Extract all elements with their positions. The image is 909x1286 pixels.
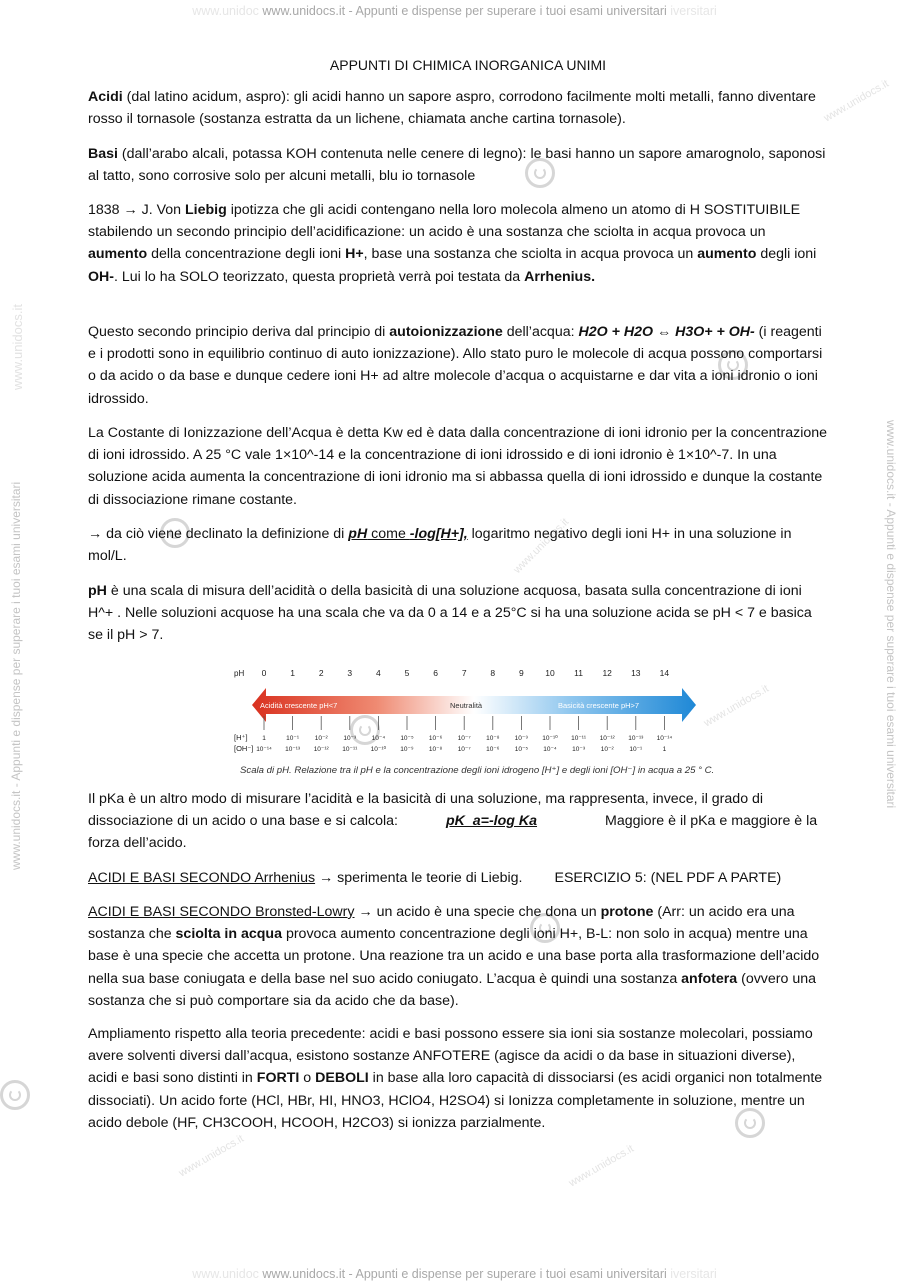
term-acidi: Acidi bbox=[88, 89, 123, 105]
h-value-label: 10⁻³ bbox=[343, 735, 357, 742]
text-run: provoca aumento concentrazione degli ioni H+, B-L: non solo in acqua) mentre una base è una specie che accetta un protone. Una reazione tra un acido e una base porta alla trasformazione dell’acido nella sua base coniugata e della base nel suo acido coniugato. L’acqua è quindi una sostanza bbox=[88, 926, 820, 987]
ph-tick-label: 8 bbox=[490, 668, 496, 678]
ph-row-label: pH bbox=[234, 669, 245, 678]
watermark-text: www.unidocs.it bbox=[566, 1142, 636, 1190]
oh-value-label: 10⁻¹³ bbox=[285, 746, 301, 753]
ph-tick-label: 13 bbox=[631, 668, 641, 678]
formula-minus-log-h: -log[H+], bbox=[409, 526, 468, 542]
text-run: o bbox=[299, 1070, 316, 1087]
ph-tick-label: 6 bbox=[433, 668, 438, 678]
text-run: (i reagenti e i prodotti sono in equilibrio continuo di auto ionizzazione). Allo stato puro le molecole di acqua possono comportarsi o da acido o da base e dunque cedere ioni H+ ad altre molecole d’acqua o acquistarne e dar vita a ioni idronio o ioni idrossido. bbox=[88, 324, 823, 407]
paragraph-ampliamento bbox=[88, 1023, 828, 1134]
h-value-label: 10⁻¹¹ bbox=[571, 735, 587, 742]
acid-label: Acidità crescente pH<7 bbox=[260, 701, 338, 710]
text-run-bold: Liebig bbox=[185, 202, 227, 218]
watermark-logo-icon bbox=[0, 1080, 30, 1110]
ph-tick-label: 12 bbox=[602, 668, 612, 678]
paragraph-text: (dal latino acidum, aspro): gli acidi hanno un sapore aspro, corrodono facilmente molti metalli, fanno diventare rosso il tornasole (sostanza estratta da un lichene, chiamata anche cartina tornasole). bbox=[88, 89, 816, 128]
ph-tick-label: 5 bbox=[404, 668, 410, 678]
paragraph-bronsted-lowry bbox=[88, 901, 828, 1012]
ph-tick-label: 0 bbox=[261, 668, 267, 678]
paragraph-ph-scale bbox=[88, 580, 828, 647]
watermark-text: www.unidocs.it bbox=[821, 77, 891, 125]
term-ph: pH bbox=[88, 583, 107, 599]
oh-value-label: 10⁻¹⁰ bbox=[370, 746, 387, 753]
text-run: 1838 → J. Von bbox=[88, 202, 186, 218]
text-run: come bbox=[367, 526, 410, 542]
paragraph-autoionizzazione bbox=[88, 321, 828, 410]
side-banner-right: www.unidocs.it - Appunti e dispense per superare i tuoi esami universitari bbox=[884, 420, 898, 809]
heading-arrhenius: ACIDI E BASI SECONDO Arrhenius bbox=[88, 870, 316, 886]
paragraph-text: (dall’arabo alcali, potassa KOH contenuta nelle cenere di legno): le basi hanno un sapore amarognolo, saponosi al tatto, sono corrosive solo per alcuni metalli, blu io tornasole bbox=[88, 146, 826, 185]
header-banner-text[interactable]: www.unidocs.it - Appunti e dispense per superare i tuoi esami universitari bbox=[262, 4, 667, 18]
oh-value-label: 10⁻¹¹ bbox=[342, 746, 358, 753]
text-run: → sperimenta le teorie di Liebig. bbox=[315, 870, 523, 886]
header-banner-ghost-left: www.unidoc bbox=[192, 4, 259, 18]
paragraph-text: è una scala di misura dell’acidità o della basicità di una soluzione acquosa, basata sulla concentrazione di ioni H^+ . Nelle soluzioni acquose ha una scala che va da 0 a 14 e a 25°C si ha una soluzione acida se pH < 7 e basica se il pH > 7. bbox=[88, 583, 812, 644]
text-run: . Lui lo ha SOLO teorizzato, questa proprietà verrà poi testata da bbox=[114, 268, 525, 285]
ph-tick-label: 3 bbox=[347, 668, 353, 678]
text-run: degli ioni bbox=[756, 246, 817, 263]
oh-value-label: 10⁻¹⁴ bbox=[256, 746, 272, 753]
oh-value-label: 10⁻⁸ bbox=[428, 746, 443, 753]
neutral-label: Neutralità bbox=[450, 701, 483, 710]
base-label: Basicità crescente pH>7 bbox=[558, 701, 640, 710]
text-run: Maggiore è il pKa e maggiore è la forza dell’acido. bbox=[88, 813, 818, 852]
side-banner-left: www.unidocs.it - Appunti e dispense per superare i tuoi esami universitari bbox=[9, 481, 23, 870]
text-run-bold: sciolta in acqua bbox=[175, 926, 282, 943]
oh-value-label: 1 bbox=[662, 746, 667, 753]
oh-value-label: 10⁻¹² bbox=[313, 746, 329, 753]
heading-bronsted-lowry: ACIDI E BASI SECONDO Bronsted-Lowry bbox=[88, 904, 355, 920]
paragraph-liebig bbox=[88, 199, 828, 288]
oh-row-label: [OH⁻] bbox=[234, 744, 254, 753]
term-ph: pH bbox=[348, 526, 368, 542]
text-run-bold: DEBOLI bbox=[315, 1070, 369, 1087]
h-value-label: 10⁻¹² bbox=[599, 735, 615, 742]
text-run-bold: FORTI bbox=[256, 1070, 300, 1087]
ph-tick-label: 7 bbox=[461, 668, 467, 678]
paragraph-basi bbox=[88, 143, 828, 187]
footer-banner-ghost-left: www.unidoc bbox=[192, 1267, 259, 1281]
text-run: logaritmo negativo degli ioni H+ in una soluzione in mol/L. bbox=[88, 526, 792, 565]
footer-banner bbox=[0, 1267, 909, 1281]
h-value-label: 10⁻¹⁰ bbox=[542, 735, 558, 742]
header-banner bbox=[0, 4, 909, 18]
footer-banner-ghost-right: iversitari bbox=[670, 1267, 717, 1281]
text-run-bold: aumento bbox=[697, 246, 757, 263]
h-value-label: 10⁻⁵ bbox=[400, 735, 414, 742]
text-run: → un acido è una specie che dona un bbox=[354, 904, 601, 920]
ph-tick-label: 2 bbox=[318, 668, 324, 678]
paragraph-arrhenius bbox=[88, 867, 828, 889]
ph-tick-label: 4 bbox=[376, 668, 381, 678]
paragraph-kw bbox=[88, 422, 828, 511]
h-value-label: 10⁻⁹ bbox=[514, 735, 529, 742]
oh-value-label: 10⁻¹ bbox=[629, 746, 643, 753]
h-value-label: 10⁻¹⁴ bbox=[656, 735, 673, 742]
h-value-label: 10⁻¹³ bbox=[628, 735, 644, 742]
term-basi: Basi bbox=[88, 146, 118, 162]
text-run: (Arr: un acido era una sostanza che bbox=[88, 904, 795, 943]
header-banner-ghost-right: iversitari bbox=[670, 4, 717, 18]
paragraph-ph-definition bbox=[88, 523, 828, 567]
oh-value-label: 10⁻⁶ bbox=[486, 746, 500, 753]
text-run: dell’acqua: bbox=[502, 324, 579, 340]
paragraph-acidi bbox=[88, 86, 828, 130]
ph-scale-graphic bbox=[230, 664, 710, 764]
ph-tick-label: 14 bbox=[659, 668, 670, 678]
h-value-label: 10⁻² bbox=[314, 735, 328, 742]
oh-value-label: 10⁻⁹ bbox=[400, 746, 414, 753]
text-run-bold: Arrhenius. bbox=[524, 268, 596, 285]
document-title: APPUNTI DI CHIMICA INORGANICA UNIMI bbox=[329, 57, 607, 73]
h-value-label: 10⁻⁸ bbox=[486, 735, 500, 742]
oh-value-label: 10⁻³ bbox=[572, 746, 586, 753]
paragraph-text: La Costante di Ionizzazione dell’Acqua è detta Kw ed è data dalla concentrazione di ioni idronio per la concentrazione di ioni idrossido. A 25 °C vale 1×10^-14 e la concentrazione di ioni idrossido e di ioni idronio è 1×10^-7. In una soluzione acida aumenta la concentrazione di ioni idronio ma si abbassa quella di ioni idrossido e dunque la costante di dissociazione rimane costante. bbox=[88, 425, 828, 508]
footer-banner-text[interactable]: www.unidocs.it - Appunti e dispense per superare i tuoi esami universitari bbox=[262, 1267, 667, 1281]
text-run: Questo secondo principio deriva dal principio di bbox=[88, 324, 390, 340]
text-run: (ovvero una sostanza che si può comportare sia da acido che da base). bbox=[88, 970, 817, 1009]
ph-tick-labels bbox=[262, 668, 670, 678]
text-run-bold: autoionizzazione bbox=[389, 324, 503, 340]
formula-pka: pK_a=-log Ka bbox=[445, 813, 538, 830]
h-concentration-row bbox=[262, 734, 672, 742]
text-run: → da ciò viene declinato la definizione di bbox=[88, 526, 349, 542]
exercise-note: ESERCIZIO 5: (NEL PDF A PARTE) bbox=[554, 870, 782, 886]
text-run-bold: OH- bbox=[88, 268, 115, 285]
ph-tick-label: 11 bbox=[574, 668, 584, 678]
oh-value-label: 10⁻⁴ bbox=[543, 746, 557, 753]
oh-value-label: 10⁻² bbox=[600, 746, 614, 753]
watermark-text: www.unidocs.it bbox=[176, 1132, 246, 1180]
text-run-bold: protone bbox=[600, 904, 654, 920]
ph-tick-label: 10 bbox=[545, 668, 555, 678]
ph-tick-marks bbox=[264, 716, 664, 730]
ph-tick-label: 1 bbox=[290, 668, 295, 678]
h-value-label: 10⁻⁴ bbox=[371, 735, 386, 742]
text-run: Ampliamento rispetto alla teoria precedente: acidi e basi possono essere sia ioni sia sostanze molecolari, possiamo avere solventi diversi dall’acqua, esistono sostanze ANFOTERE (agisce da acidi o da base in situazioni diverse), acidi e basi sono distinti in bbox=[88, 1026, 813, 1087]
figure-caption: Scala di pH. Relazione tra il pH e la concentrazione degli ioni idrogeno [H⁺] e degli ioni [OH⁻] in acqua a 25 ° C. bbox=[240, 765, 715, 776]
text-run: Il pKa è un altro modo di misurare l’acidità e la basicità di una soluzione, ma rappresenta, invece, il grado di dissociazione di un acido o una base e si calcola: bbox=[88, 791, 764, 830]
oh-value-label: 10⁻⁵ bbox=[514, 746, 529, 753]
ph-scale-figure bbox=[230, 664, 715, 780]
side-watermark-left-faint: www.unidocs.it bbox=[10, 304, 25, 390]
equation-water: H2O + H2O ⇔ H3O+ + OH- bbox=[578, 324, 755, 340]
text-run-bold: anfotera bbox=[681, 970, 738, 987]
paragraph-pka bbox=[88, 788, 828, 855]
oh-value-label: 10⁻⁷ bbox=[457, 746, 471, 753]
text-run: , base una sostanza che sciolta in acqua provoca un bbox=[363, 246, 698, 263]
h-value-label: 10⁻⁶ bbox=[428, 735, 443, 742]
text-run-bold: aumento bbox=[88, 246, 148, 263]
h-value-label: 10⁻⁷ bbox=[457, 735, 471, 742]
h-value-label: 1 bbox=[262, 735, 266, 742]
ph-tick-label: 9 bbox=[519, 668, 524, 678]
watermark-text: www.unidocs.it bbox=[511, 516, 572, 576]
h-value-label: 10⁻¹ bbox=[286, 735, 300, 742]
text-run-bold: H+ bbox=[345, 246, 364, 263]
text-run: ipotizza che gli acidi contengano nella loro molecola almeno un atomo di H SOSTITUIBILE stabilendo un secondo principio dell’acidificazione: un acido è una sostanza che sciolta in acqua provoca un bbox=[88, 202, 801, 241]
text-run: in base alla loro capacità di dissociarsi (es acidi organici non totalmente dissociati). Un acido forte (HCl, HBr, HI, HNO3, HClO4, H2SO4) si Ionizza completamente in soluzione, mentre un acido debole (HF, CH3COOH, HCOOH, H2CO3) si ionizza parzialmente. bbox=[88, 1070, 823, 1131]
text-run: della concentrazione degli ioni bbox=[147, 246, 346, 263]
watermark-text: www.unidocs.it bbox=[701, 682, 771, 730]
h-row-label: [H⁺] bbox=[234, 733, 248, 742]
oh-concentration-row bbox=[256, 745, 666, 753]
